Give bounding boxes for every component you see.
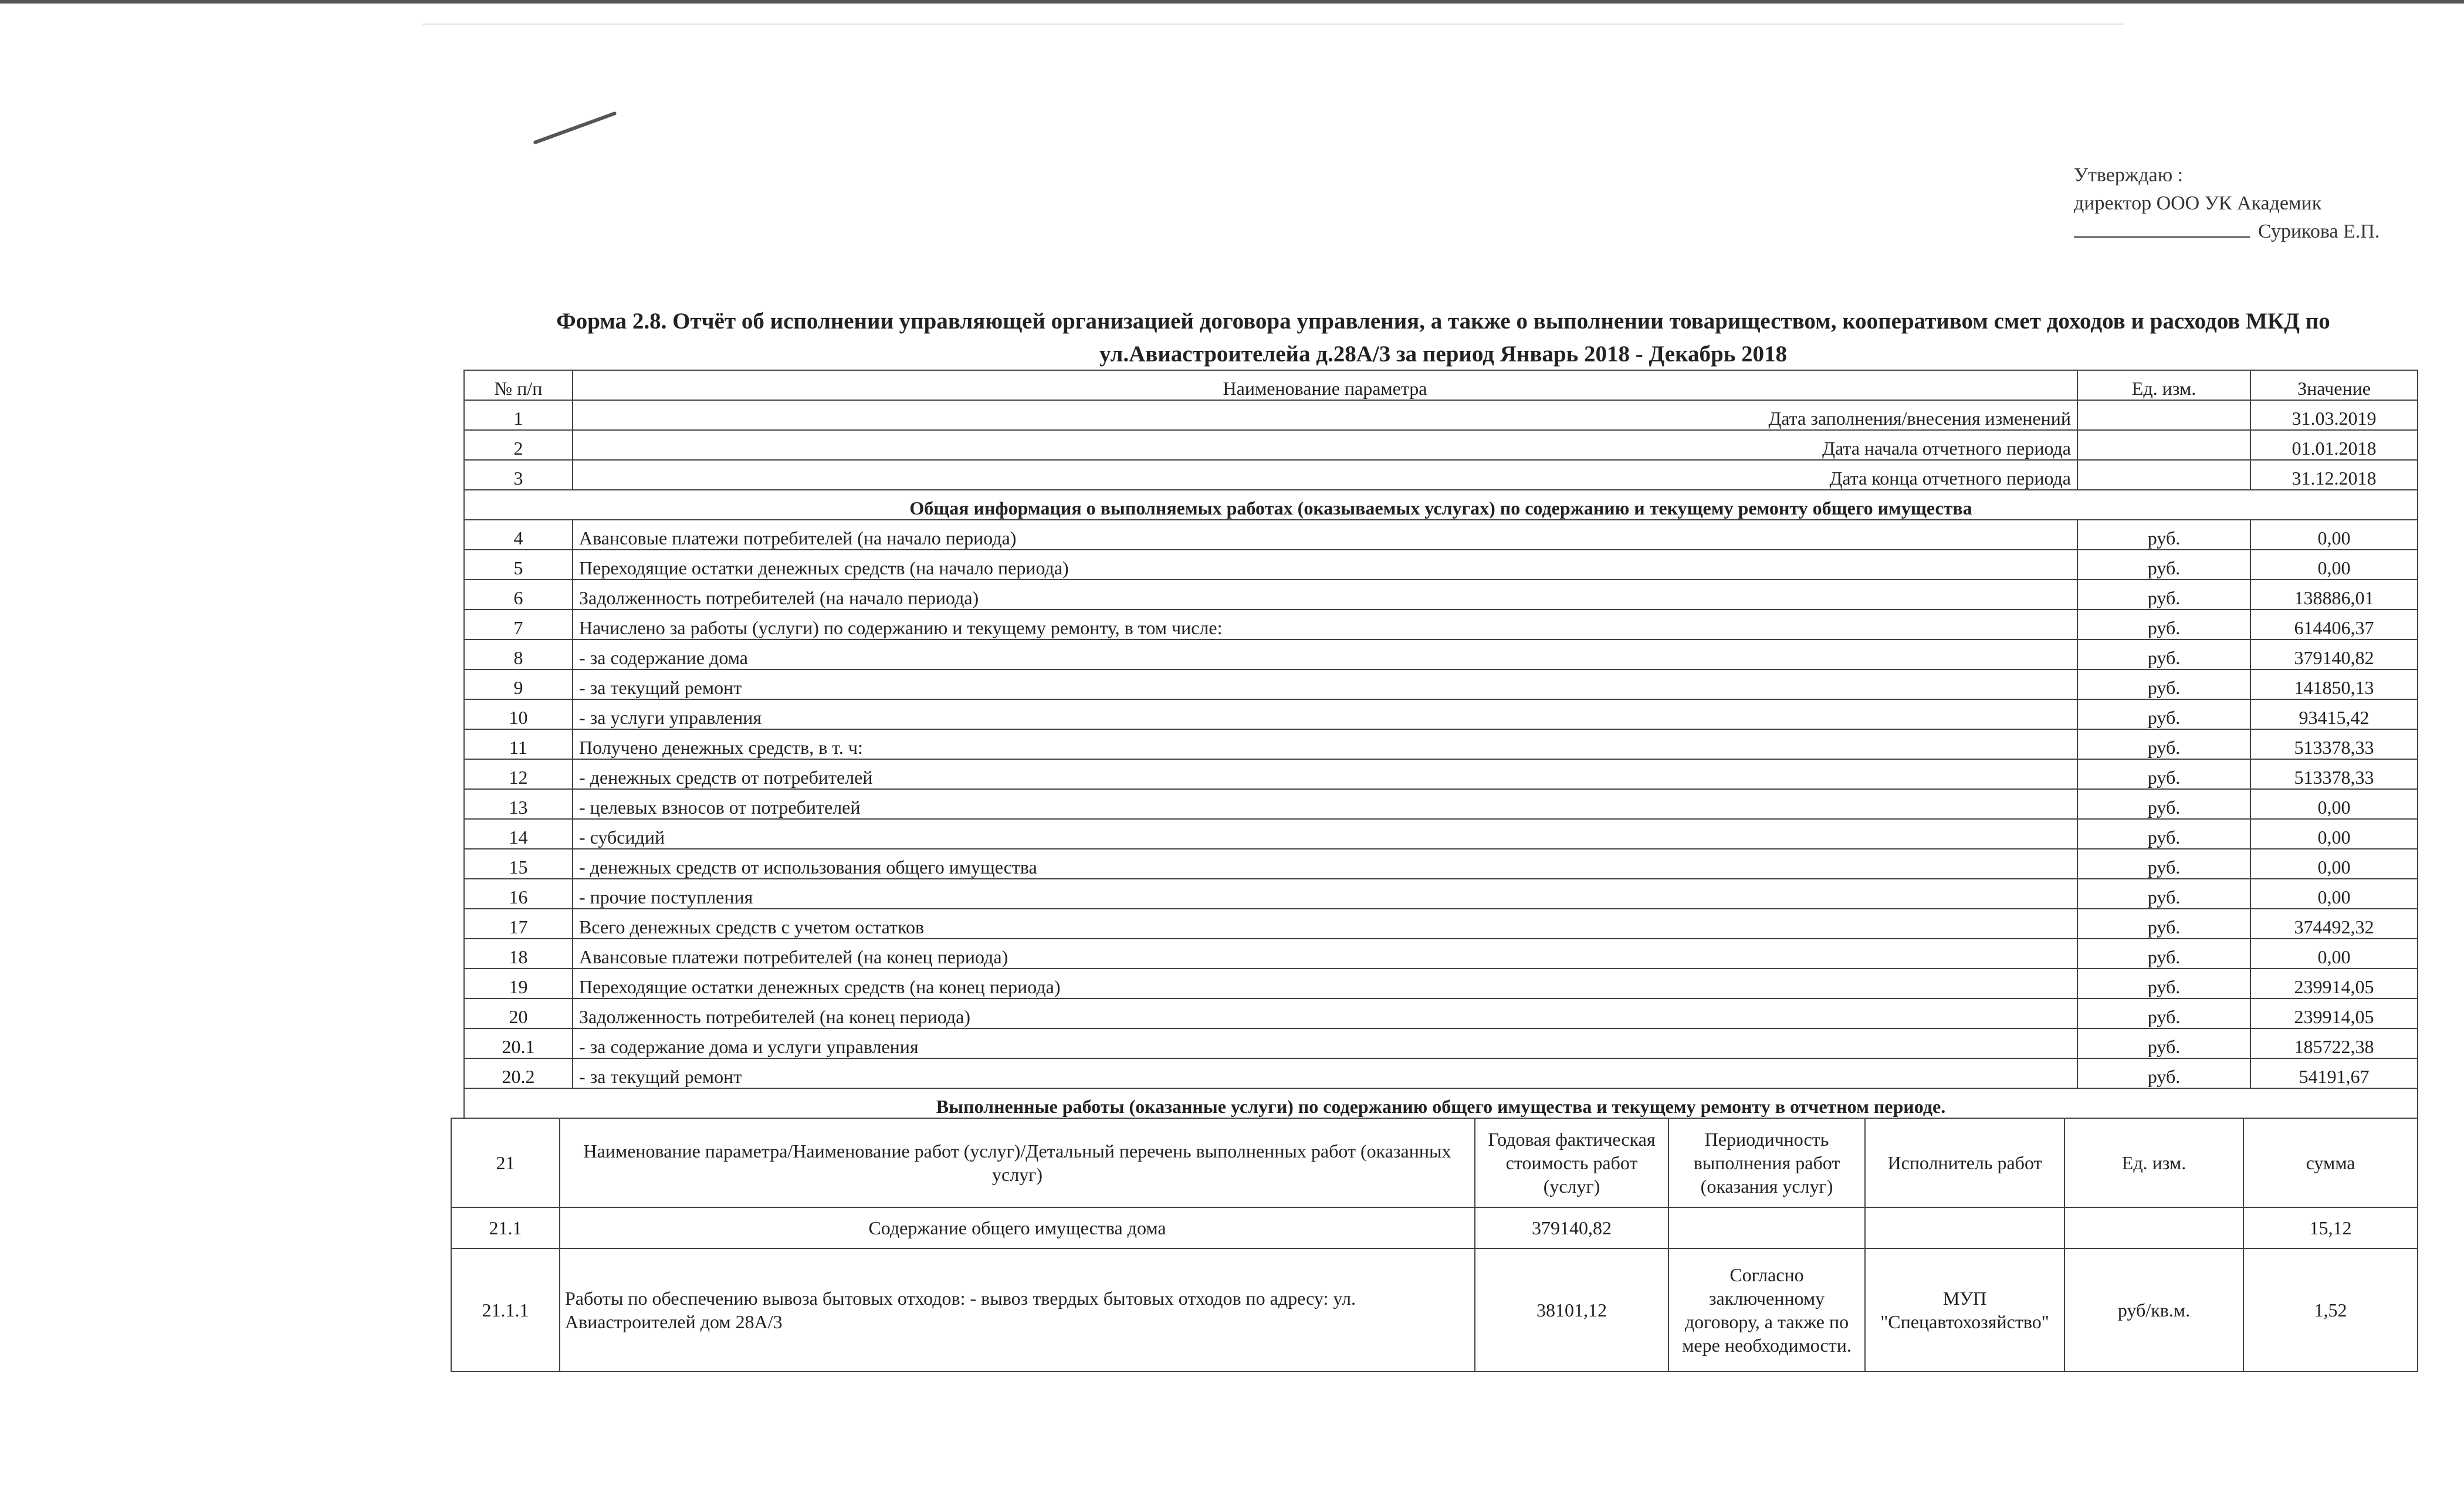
row-value: 0,00 xyxy=(2250,789,2418,819)
works-header-executor: Исполнитель работ xyxy=(1865,1118,2064,1207)
approval-line-2: директор ООО УК Академик xyxy=(2074,192,2322,214)
row-unit: руб. xyxy=(2077,699,2250,729)
works-num: 21.1.1 xyxy=(451,1248,560,1372)
works-executor xyxy=(1865,1207,2064,1248)
row-value: 31.03.2019 xyxy=(2250,400,2418,430)
row-unit xyxy=(2077,400,2250,430)
works-row xyxy=(451,1207,2418,1248)
row-name: - за содержание дома xyxy=(573,639,2077,669)
works-header-period: Периодичность выполнения работ (оказания услуг) xyxy=(1668,1118,1865,1207)
works-num: 21.1 xyxy=(451,1207,560,1248)
row-unit: руб. xyxy=(2077,939,2250,969)
row-name: - за услуги управления xyxy=(573,699,2077,729)
row-num: 11 xyxy=(464,729,573,759)
row-num: 6 xyxy=(464,580,573,610)
row-value: 54191,67 xyxy=(2250,1058,2418,1088)
row-value: 0,00 xyxy=(2250,849,2418,879)
row-name: Авансовые платежи потребителей (на конец периода) xyxy=(573,939,2077,969)
works-row xyxy=(451,1248,2418,1372)
row-name: - денежных средств от использования общего имущества xyxy=(573,849,2077,879)
table-row xyxy=(464,939,2418,969)
row-unit: руб. xyxy=(2077,789,2250,819)
row-num: 4 xyxy=(464,520,573,550)
works-cost: 38101,12 xyxy=(1475,1248,1668,1372)
table-row xyxy=(464,969,2418,999)
works-sum: 15,12 xyxy=(2243,1207,2418,1248)
table-row xyxy=(464,789,2418,819)
table-row xyxy=(464,580,2418,610)
works-header-unit: Ед. изм. xyxy=(2064,1118,2243,1207)
table-row xyxy=(464,1058,2418,1088)
row-num: 13 xyxy=(464,789,573,819)
row-value: 614406,37 xyxy=(2250,610,2418,639)
table-row xyxy=(464,639,2418,669)
table-row xyxy=(464,909,2418,939)
row-unit: руб. xyxy=(2077,610,2250,639)
table-row xyxy=(464,520,2418,550)
section-completed-works: Выполненные работы (оказанные услуги) по содержанию общего имущества и текущему ремонту в отчетном периоде. xyxy=(464,1088,2418,1118)
row-name: - прочие поступления xyxy=(573,879,2077,909)
row-value: 141850,13 xyxy=(2250,669,2418,699)
row-unit: руб. xyxy=(2077,849,2250,879)
header-value: Значение xyxy=(2250,370,2418,400)
row-value: 93415,42 xyxy=(2250,699,2418,729)
header-num: № п/п xyxy=(464,370,573,400)
row-name: Переходящие остатки денежных средств (на начало периода) xyxy=(573,550,2077,580)
row-value: 513378,33 xyxy=(2250,759,2418,789)
row-unit: руб. xyxy=(2077,759,2250,789)
row-unit: руб. xyxy=(2077,729,2250,759)
table-row xyxy=(464,550,2418,580)
table-row xyxy=(464,430,2418,460)
scan-top-edge xyxy=(0,0,2464,4)
row-num: 17 xyxy=(464,909,573,939)
row-value: 138886,01 xyxy=(2250,580,2418,610)
table-header-row xyxy=(464,370,2418,400)
row-num: 15 xyxy=(464,849,573,879)
row-num: 7 xyxy=(464,610,573,639)
works-name: Содержание общего имущества дома xyxy=(560,1207,1475,1248)
row-num: 1 xyxy=(464,400,573,430)
table-row xyxy=(464,400,2418,430)
table-row xyxy=(464,759,2418,789)
row-name: - целевых взносов от потребителей xyxy=(573,789,2077,819)
row-name: Переходящие остатки денежных средств (на конец периода) xyxy=(573,969,2077,999)
row-name: Задолженность потребителей (на конец периода) xyxy=(573,999,2077,1028)
row-name: Всего денежных средств с учетом остатков xyxy=(573,909,2077,939)
row-num: 18 xyxy=(464,939,573,969)
works-cost: 379140,82 xyxy=(1475,1207,1668,1248)
row-unit: руб. xyxy=(2077,819,2250,849)
row-num: 16 xyxy=(464,879,573,909)
row-unit: руб. xyxy=(2077,879,2250,909)
pen-stroke-mark xyxy=(533,111,617,145)
row-num: 12 xyxy=(464,759,573,789)
approval-block xyxy=(2074,161,2380,246)
row-name: Начислено за работы (услуги) по содержанию и текущему ремонту, в том числе: xyxy=(573,610,2077,639)
row-num: 19 xyxy=(464,969,573,999)
row-name: Получено денежных средств, в т. ч: xyxy=(573,729,2077,759)
row-name: Задолженность потребителей (на начало периода) xyxy=(573,580,2077,610)
row-unit: руб. xyxy=(2077,909,2250,939)
row-unit: руб. xyxy=(2077,520,2250,550)
form-title-line-2: ул.Авиастроителейа д.28А/3 за период Январь 2018 - Декабрь 2018 xyxy=(1099,341,1788,367)
row-value: 0,00 xyxy=(2250,550,2418,580)
row-name: Дата заполнения/внесения изменений xyxy=(573,400,2077,430)
section-row xyxy=(464,1088,2418,1118)
works-sum: 1,52 xyxy=(2243,1248,2418,1372)
works-header-row xyxy=(451,1118,2418,1207)
approval-line-1: Утверждаю : xyxy=(2074,164,2184,186)
row-num: 2 xyxy=(464,430,573,460)
row-name: - субсидий xyxy=(573,819,2077,849)
row-name: - за текущий ремонт xyxy=(573,669,2077,699)
works-table xyxy=(451,1118,2418,1372)
row-unit: руб. xyxy=(2077,550,2250,580)
row-num: 5 xyxy=(464,550,573,580)
table-row xyxy=(464,699,2418,729)
works-header-cost: Годовая фактическая стоимость работ (услуг) xyxy=(1475,1118,1668,1207)
row-num: 20.2 xyxy=(464,1058,573,1088)
row-name: Авансовые платежи потребителей (на начало периода) xyxy=(573,520,2077,550)
row-name: Дата конца отчетного периода xyxy=(573,460,2077,490)
table-row xyxy=(464,729,2418,759)
row-unit: руб. xyxy=(2077,669,2250,699)
works-period: Согласно заключенному договору, а также по мере необходимости. xyxy=(1668,1248,1865,1372)
table-row xyxy=(464,460,2418,490)
row-value: 0,00 xyxy=(2250,520,2418,550)
works-header-num: 21 xyxy=(451,1118,560,1207)
header-unit: Ед. изм. xyxy=(2077,370,2250,400)
form-title-line-1: Форма 2.8. Отчёт об исполнении управляющей организацией договора управления, а также о выполнении товариществом, кооперативом смет доходов и расходов МКД по xyxy=(556,309,2330,334)
works-period xyxy=(1668,1207,1865,1248)
row-value: 0,00 xyxy=(2250,819,2418,849)
row-value: 379140,82 xyxy=(2250,639,2418,669)
row-num: 8 xyxy=(464,639,573,669)
finance-rows xyxy=(464,520,2418,1088)
row-value: 185722,38 xyxy=(2250,1028,2418,1058)
row-num: 14 xyxy=(464,819,573,849)
row-name: - денежных средств от потребителей xyxy=(573,759,2077,789)
row-unit xyxy=(2077,430,2250,460)
row-unit: руб. xyxy=(2077,1028,2250,1058)
row-unit xyxy=(2077,460,2250,490)
row-unit: руб. xyxy=(2077,969,2250,999)
row-num: 10 xyxy=(464,699,573,729)
approval-line-3 xyxy=(2074,218,2380,246)
section-general-info: Общая информация о выполняемых работах (оказываемых услугах) по содержанию и текущему ремонту общего имущества xyxy=(464,490,2418,520)
table-row xyxy=(464,999,2418,1028)
row-unit: руб. xyxy=(2077,1058,2250,1088)
row-name: - за текущий ремонт xyxy=(573,1058,2077,1088)
row-unit: руб. xyxy=(2077,580,2250,610)
row-value: 239914,05 xyxy=(2250,999,2418,1028)
row-value: 513378,33 xyxy=(2250,729,2418,759)
row-name: - за содержание дома и услуги управления xyxy=(573,1028,2077,1058)
row-num: 20.1 xyxy=(464,1028,573,1058)
table-row xyxy=(464,1028,2418,1058)
works-unit xyxy=(2064,1207,2243,1248)
row-num: 20 xyxy=(464,999,573,1028)
works-unit: руб/кв.м. xyxy=(2064,1248,2243,1372)
row-value: 31.12.2018 xyxy=(2250,460,2418,490)
row-value: 01.01.2018 xyxy=(2250,430,2418,460)
table-row xyxy=(464,879,2418,909)
row-num: 3 xyxy=(464,460,573,490)
form-title xyxy=(458,305,2429,371)
works-executor: МУП "Спецавтохозяйство" xyxy=(1865,1248,2064,1372)
table-row xyxy=(464,669,2418,699)
approval-signatory: Сурикова Е.П. xyxy=(2258,221,2380,242)
row-value: 0,00 xyxy=(2250,939,2418,969)
table-row xyxy=(464,819,2418,849)
header-name: Наименование параметра xyxy=(573,370,2077,400)
works-header-sum: сумма xyxy=(2243,1118,2418,1207)
row-value: 239914,05 xyxy=(2250,969,2418,999)
row-value: 374492,32 xyxy=(2250,909,2418,939)
table-row xyxy=(464,849,2418,879)
scan-artifact-line xyxy=(422,23,2124,25)
table-row xyxy=(464,610,2418,639)
row-value: 0,00 xyxy=(2250,879,2418,909)
row-num: 9 xyxy=(464,669,573,699)
report-table xyxy=(463,370,2418,1119)
section-row xyxy=(464,490,2418,520)
row-unit: руб. xyxy=(2077,639,2250,669)
works-name: Работы по обеспечению вывоза бытовых отходов: - вывоз твердых бытовых отходов по адресу: ул. Авиастроителей дом 28А/3 xyxy=(560,1248,1475,1372)
row-name: Дата начала отчетного периода xyxy=(573,430,2077,460)
works-header-name: Наименование параметра/Наименование работ (услуг)/Детальный перечень выполненных работ (оказанных услуг) xyxy=(560,1118,1475,1207)
row-unit: руб. xyxy=(2077,999,2250,1028)
signature-line xyxy=(2074,219,2250,238)
